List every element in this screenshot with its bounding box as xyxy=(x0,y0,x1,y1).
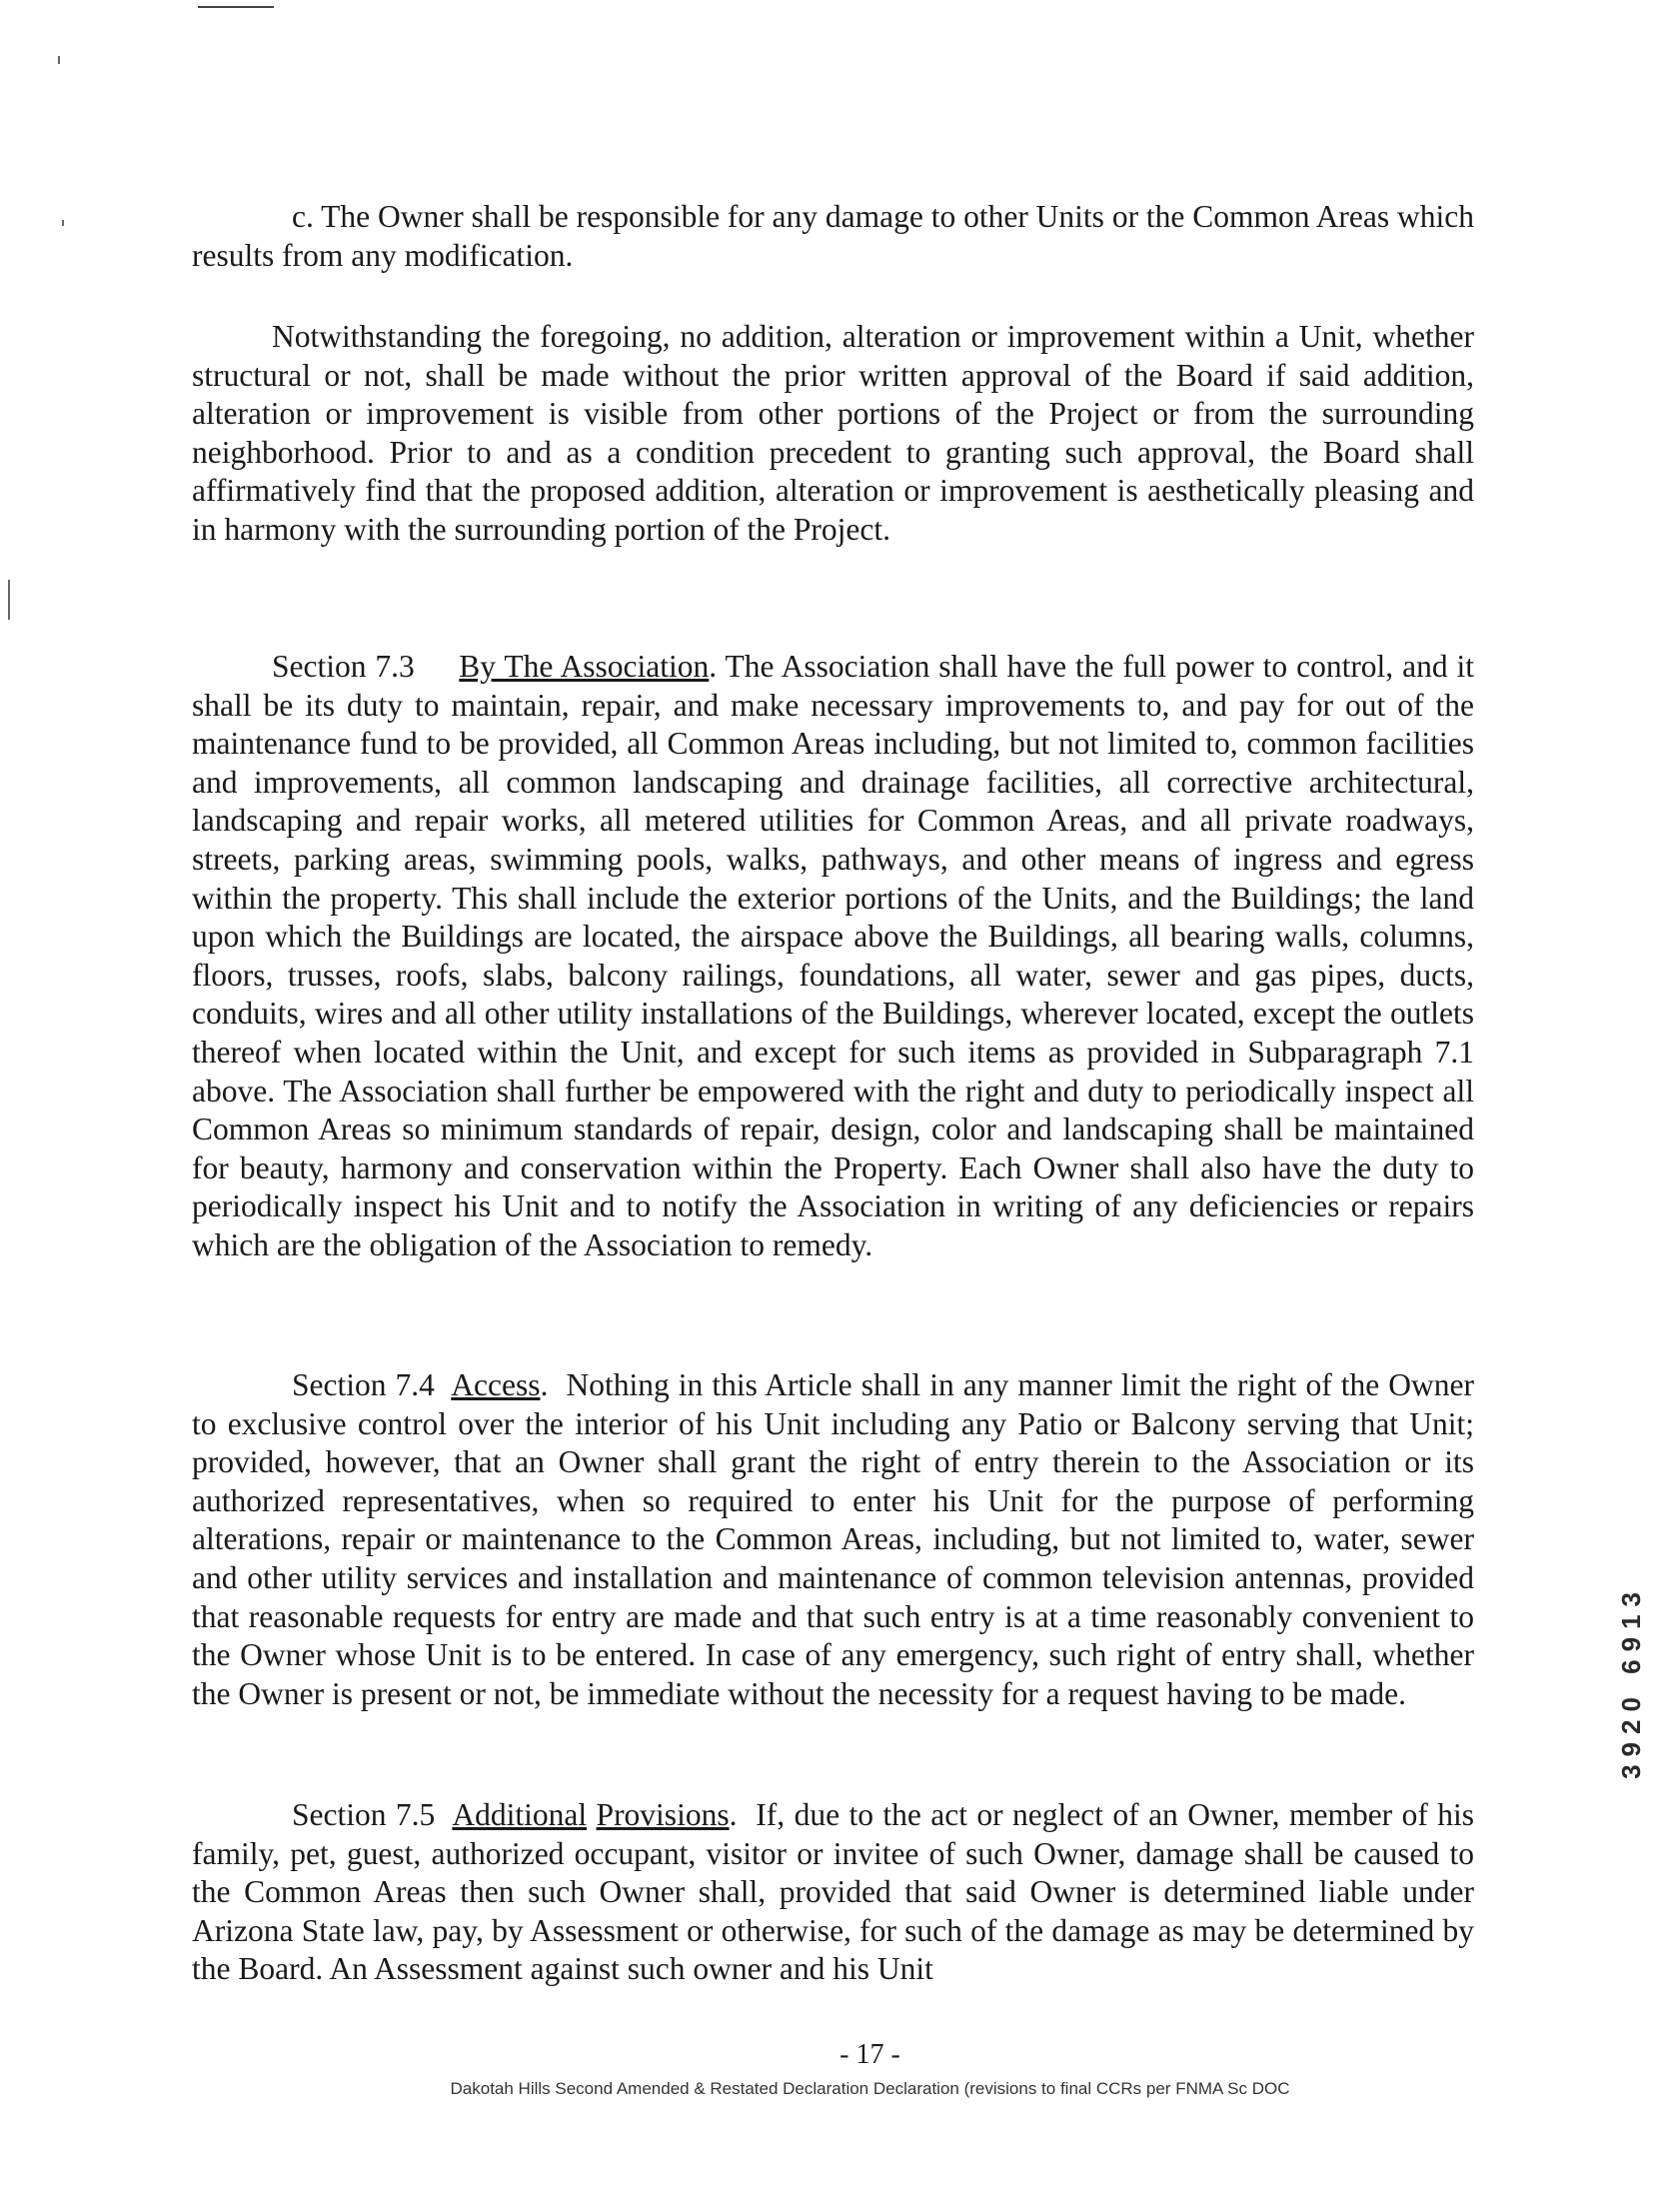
section-7-3: Section 7.3 By The Association. The Association shall have the full power to control, and it shall be its duty to maintain, repair, and make necessary improvements to, and pay for out of the maintenance fund to be provided, all Common Areas including, but not limited to, common facilities and improvements, all common landscaping and drainage facilities, all corrective architectural, landscaping and repair works, all metered utilities for Common Areas, and all private roadways, streets, parking areas, swimming pools, walks, pathways, and other means of ingress and egress within the property. This shall include the exterior portions of the Units, and the Buildings; the land upon which the Buildings are located, the airspace above the Buildings, all bearing walls, columns, floors, trusses, roofs, slabs, balcony railings, foundations, all water, sewer and gas pipes, ducts, conduits, wires and all other utility installations of the Buildings, wherever located, except the outlets thereof when located within the Unit, and except for such items as provided in Subparagraph 7.1 above. The Association shall further be empowered with the right and duty to periodically inspect all Common Areas so minimum standards of repair, design, color and landscaping shall be maintained for beauty, harmony and conservation within the Property. Each Owner shall also have the duty to periodically inspect his Unit and to notify the Association in writing of any deficiencies or repairs which are the obligation of the Association to remedy. xyxy=(192,649,1474,1262)
margin-mark xyxy=(8,580,10,620)
section-7-3-heading: By The Association xyxy=(459,649,710,684)
paragraph-notwithstanding xyxy=(192,318,1474,550)
section-7-4-body: Nothing in this Article shall in any manner limit the right of the Owner to exclusive control over the interior of his Unit including any Patio or Balcony serving that Unit; provided, however, that an Owner shall grant the right of entry therein to the Association or its authorized representatives, when so required to enter his Unit for the purpose of performing alterations, repair or maintenance to the Common Areas, including, but not limited to, water, sewer and other utility services and installation and maintenance of common television antennas, provided that reasonable requests for entry are made and that such entry is at a time reasonably convenient to the Owner whose Unit is to be entered. In case of any emergency, such right of entry shall, whether the Owner is present or not, be immediate without the necessity for a request having to be made. xyxy=(192,1367,1475,1711)
paragraph-c xyxy=(192,198,1474,275)
section-7-5-body: If, due to the act or neglect of an Owner, member of his family, pet, guest, authorized occupant, visitor or invitee of such Owner, damage shall be caused to the Common Areas then such Owner shall, provided that said Owner is determined liable under Arizona State law, pay, by Assessment or otherwise, for such of the damage as may be determined by the Board. An Assessment against such owner and his Unit xyxy=(192,1797,1475,1987)
section-7-5-heading: Provisions xyxy=(596,1797,730,1832)
recording-number: 3920 6913 xyxy=(1616,1584,1646,1779)
page-number: - 17 - xyxy=(840,2039,900,2070)
footer-filename: Dakotah Hills Second Amended & Restated Declaration Declaration (revisions to final CCRs per FNMA Sc DOC xyxy=(450,2079,1290,2098)
margin-mark xyxy=(62,220,64,226)
section-7-4: Section 7.4 Access. Nothing in this Article shall in any manner limit the right of the Owner to exclusive control over the interior of his Unit including any Patio or Balcony serving that Unit; provided, however, that an Owner shall grant the right of entry therein to the Association or its authorized representatives, when so required to enter his Unit for the purpose of performing alterations, repair or maintenance to the Common Areas, including, but not limited to, water, sewer and other utility services and installation and maintenance of common television antennas, provided that reasonable requests for entry are made and that such entry is at a time reasonably convenient to the Owner whose Unit is to be entered. In case of any emergency, such right of entry shall, whether the Owner is present or not, be immediate without the necessity for a request having to be made. xyxy=(192,1367,1475,1711)
paragraph-c-text: c. The Owner shall be responsible for any damage to other Units or the Common Areas which results from any modification. xyxy=(192,199,1475,273)
margin-mark xyxy=(58,56,60,64)
section-7-3-body: The Association shall have the full power to control, and it shall be its duty to maintain, repair, and make necessary improvements to, and pay for out of the maintenance fund to be provided, all Common Areas including, but not limited to, common facilities and improvements, all common landscaping and drainage facilities, all corrective architectural, landscaping and repair works, all metered utilities for Common Areas, and all private roadways, streets, parking areas, swimming pools, walks, pathways, and other means of ingress and egress within the property. This shall include the exterior portions of the Units, and the Buildings; the land upon which the Buildings are located, the airspace above the Buildings, all bearing walls, columns, floors, trusses, roofs, slabs, balcony railings, foundations, all water, sewer and gas pipes, ducts, conduits, wires and all other utility installations of the Buildings, wherever located, except the outlets thereof when located within the Unit, and except for such items as provided in Subparagraph 7.1 above. The Association shall further be empowered with the right and duty to periodically inspect all Common Areas so minimum standards of repair, design, color and landscaping shall be maintained for beauty, harmony and conservation within the Property. Each Owner shall also have the duty to periodically inspect his Unit and to notify the Association in writing of any deficiencies or repairs which are the obligation of the Association to remedy. xyxy=(192,649,1474,1262)
top-rule xyxy=(198,6,274,8)
section-7-4-heading: Access xyxy=(451,1367,541,1402)
section-7-4-number: Section 7.4 xyxy=(292,1367,435,1402)
section-7-5: Section 7.5 Additional Provisions. If, due to the act or neglect of an Owner, member of his family, pet, guest, authorized occupant, visitor or invitee of such Owner, damage shall be caused to the Common Areas then such Owner shall, provided that said Owner is determined liable under Arizona State law, pay, by Assessment or otherwise, for such of the damage as may be determined by the Board. An Assessment against such owner and his Unit xyxy=(192,1797,1475,1987)
section-7-3-number: Section 7.3 xyxy=(272,649,415,684)
section-7-5-number: Section 7.5 xyxy=(292,1797,436,1832)
section-7-5-heading: Additional xyxy=(452,1797,588,1832)
paragraph-notwithstanding-text: Notwithstanding the foregoing, no addition, alteration or improvement within a Unit, whether structural or not, shall be made without the prior written approval of the Board if said addition, alteration or improvement is visible from other portions of the Project or from the surrounding neighborhood. Prior to and as a condition precedent to granting such approval, the Board shall affirmatively find that the proposed addition, alteration or improvement is aesthetically pleasing and in harmony with the surrounding portion of the Project. xyxy=(192,319,1474,547)
